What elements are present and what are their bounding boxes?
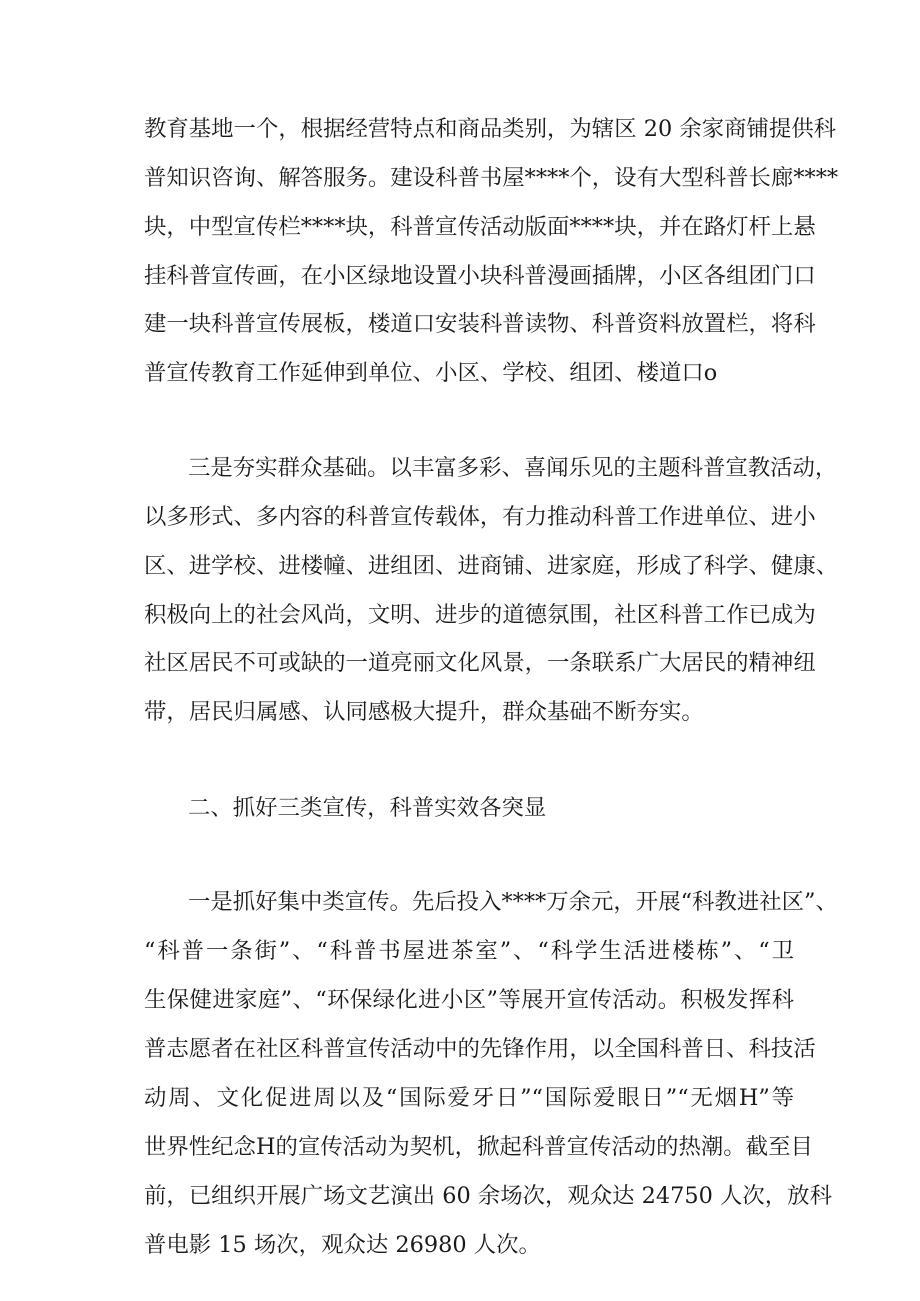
text-line: 社区居民不可或缺的一道亮丽文化风景，一条联系广大居民的精神纽 bbox=[144, 650, 816, 676]
text-line: 教育基地一个，根据经营特点和商品类别，为辖区 20 余家商铺提供科 bbox=[144, 116, 837, 142]
text-line: 普宣传教育工作延伸到单位、小区、学校、组团、楼道口o bbox=[144, 360, 718, 386]
text-line: 动周、文化促进周以及“国际爱牙日”“国际爱眼日”“无烟H”等 bbox=[144, 1085, 794, 1111]
text-line: 以多形式、多内容的科普宣传载体，有力推动科普工作进单位、进小 bbox=[144, 504, 816, 530]
text-line: 带，居民归属感、认同感极大提升，群众基础不断夯实。 bbox=[144, 699, 704, 725]
text-line: 普知识咨询、解答服务。建设科普书屋****个，设有大型科普长廊**** bbox=[144, 165, 839, 191]
text-line: 世界性纪念H的宣传活动为契机，掀起科普宣传活动的热潮。截至目 bbox=[144, 1134, 813, 1160]
text-line: 前，已组织开展广场文艺演出 60 余场次，观众达 24750 人次，放科 bbox=[144, 1183, 832, 1209]
text-line: 建一块科普宣传展板，楼道口安装科普读物、科普资料放置栏，将科 bbox=[144, 311, 816, 337]
text-line: 积极向上的社会风尚，文明、进步的道德氛围，社区科普工作已成为 bbox=[144, 602, 816, 628]
section-heading: 二、抓好三类宣传，科普实效各突显 bbox=[188, 795, 547, 821]
text-line: 普志愿者在社区科普宣传活动中的先锋作用，以全国科普日、科技活 bbox=[144, 1036, 816, 1062]
text-line: 普电影 15 场次，观众达 26980 人次。 bbox=[144, 1232, 541, 1258]
text-line: 生保健进家庭”、“环保绿化进小区”等展开宣传活动。积极发挥科 bbox=[144, 987, 794, 1013]
text-line: 区、进学校、进楼幢、进组团、进商铺、进家庭，形成了科学、健康、 bbox=[144, 553, 839, 579]
text-line: 三是夯实群众基础。以丰富多彩、喜闻乐见的主题科普宣教活动， bbox=[188, 455, 838, 481]
text-line: 一是抓好集中类宣传。先后投入****万余元，开展“科教进社区”、 bbox=[188, 889, 838, 915]
text-line: 挂科普宣传画，在小区绿地设置小块科普漫画插牌，小区各组团门口 bbox=[144, 263, 816, 289]
text-line: “科普一条街”、“科普书屋进茶室”、“科学生活进楼栋”、“卫 bbox=[144, 938, 794, 964]
text-line: 块，中型宣传栏****块，科普宣传活动版面****块，并在路灯杆上悬 bbox=[144, 214, 816, 240]
